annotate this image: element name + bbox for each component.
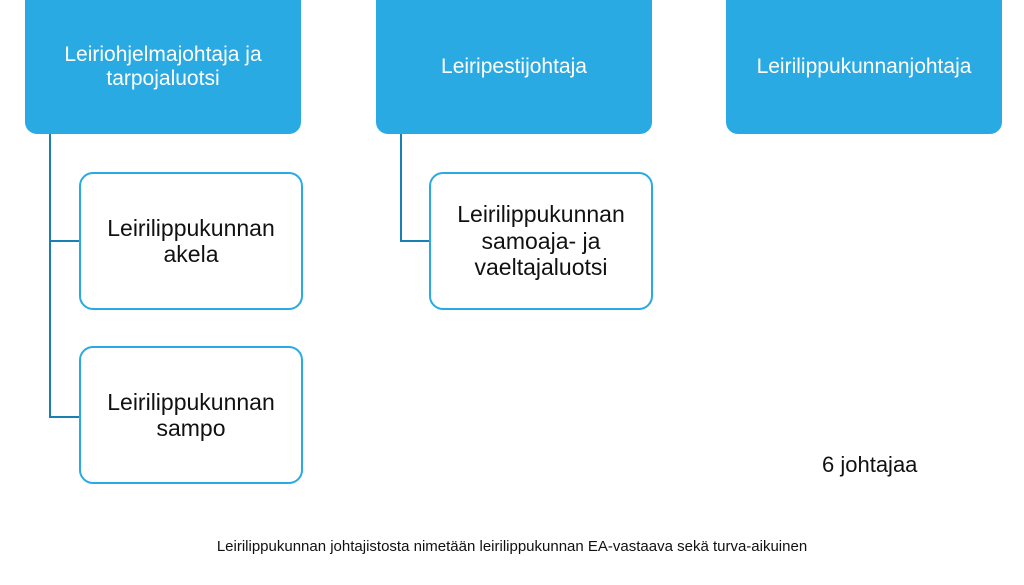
footer-note: Leirilippukunnan johtajistosta nimetään leirilippukunnan EA-vastaava sekä turva-aikuinen — [216, 538, 808, 555]
connector-col1-akela — [49, 240, 80, 242]
leader-title: Leiripestijohtaja — [441, 54, 587, 78]
leader-box-samoaja-luotsi — [429, 172, 653, 310]
leader-box-lippukunnanjohtaja — [726, 0, 1002, 134]
child-title: Leirilippukunnan samoaja- ja vaeltajaluotsi — [457, 201, 625, 281]
connector-col2-luotsi — [400, 240, 430, 242]
leader-title: Leiriohjelmajohtaja ja tarpojaluotsi — [64, 42, 262, 90]
leader-count: 6 johtajaa — [822, 452, 918, 477]
leader-title: Leirilippukunnanjohtaja — [756, 54, 972, 78]
connector-col1-vertical — [49, 132, 51, 418]
leader-box-sampo — [79, 346, 303, 484]
child-title: Leirilippukunnan akela — [107, 214, 275, 267]
leader-box-pestijohtaja — [376, 0, 652, 134]
leader-box-ohjelmajohtaja — [25, 0, 301, 134]
connector-col1-sampo — [49, 416, 80, 418]
leader-box-akela — [79, 172, 303, 310]
connector-col2-vertical — [400, 132, 402, 242]
child-title: Leirilippukunnan sampo — [107, 388, 275, 441]
